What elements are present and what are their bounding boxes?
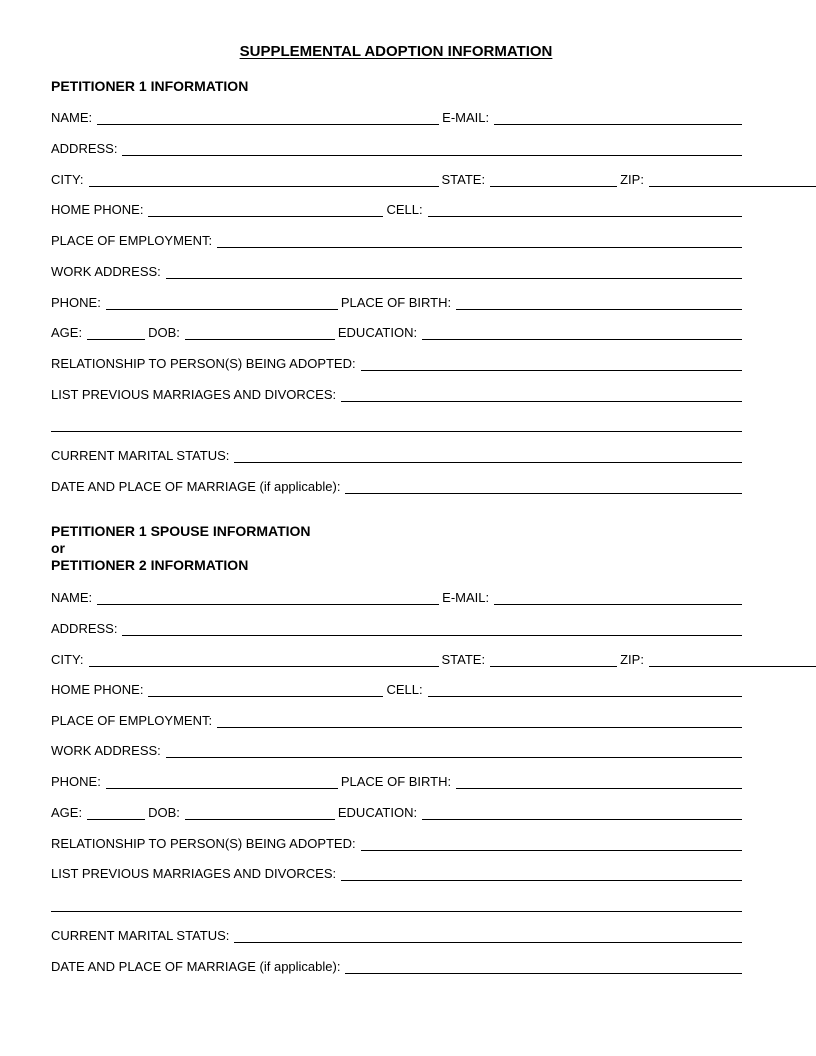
row-name-email bbox=[51, 109, 742, 126]
p2-work-address-field[interactable] bbox=[166, 742, 742, 758]
section-heading-spouse-line-3: PETITIONER 2 INFORMATION bbox=[51, 557, 249, 573]
p2-cell-field[interactable] bbox=[428, 681, 742, 697]
state-label: STATE: bbox=[441, 172, 486, 187]
p2-current-marital-status-field[interactable] bbox=[234, 927, 742, 943]
p2-dob-field[interactable] bbox=[185, 804, 335, 820]
p1-home-phone-field[interactable] bbox=[148, 201, 383, 217]
p1-place-of-birth-field[interactable] bbox=[456, 294, 742, 310]
row-city-state-zip bbox=[51, 651, 742, 668]
date-place-marriage-label: DATE AND PLACE OF MARRIAGE (if applicable): bbox=[51, 959, 341, 974]
p1-state-field[interactable] bbox=[490, 171, 617, 187]
place-of-employment-label: PLACE OF EMPLOYMENT: bbox=[51, 713, 213, 728]
place-of-birth-label: PLACE OF BIRTH: bbox=[340, 295, 452, 310]
p2-name-field[interactable] bbox=[97, 589, 439, 605]
p2-phone-field[interactable] bbox=[106, 773, 338, 789]
place-of-employment-label: PLACE OF EMPLOYMENT: bbox=[51, 233, 213, 248]
p1-phone-field[interactable] bbox=[106, 294, 338, 310]
row-home-phone-cell bbox=[51, 681, 742, 698]
p2-state-field[interactable] bbox=[490, 651, 617, 667]
place-of-birth-label: PLACE OF BIRTH: bbox=[340, 774, 452, 789]
relationship-label: RELATIONSHIP TO PERSON(S) BEING ADOPTED: bbox=[51, 356, 356, 371]
p1-date-place-marriage-field[interactable] bbox=[345, 478, 742, 494]
row-previous-marriages-continued bbox=[51, 416, 742, 433]
row-work-address bbox=[51, 742, 742, 759]
previous-marriages-label: LIST PREVIOUS MARRIAGES AND DIVORCES: bbox=[51, 387, 337, 402]
row-place-of-employment bbox=[51, 232, 742, 249]
row-place-of-employment bbox=[51, 712, 742, 729]
row-current-marital-status bbox=[51, 447, 742, 464]
p2-previous-marriages-field[interactable] bbox=[341, 865, 742, 881]
row-previous-marriages bbox=[51, 386, 742, 403]
cell-label: CELL: bbox=[386, 682, 423, 697]
home-phone-label: HOME PHONE: bbox=[51, 202, 144, 217]
p1-relationship-field[interactable] bbox=[361, 355, 742, 371]
p2-zip-field[interactable] bbox=[649, 651, 816, 667]
row-address bbox=[51, 140, 742, 157]
state-label: STATE: bbox=[441, 652, 486, 667]
p2-address-field[interactable] bbox=[122, 620, 742, 636]
p2-place-of-employment-field[interactable] bbox=[217, 712, 742, 728]
row-relationship bbox=[51, 355, 742, 372]
row-current-marital-status bbox=[51, 927, 742, 944]
row-name-email bbox=[51, 589, 742, 606]
section-heading-spouse-line-2: or bbox=[51, 540, 65, 556]
p1-education-field[interactable] bbox=[422, 324, 742, 340]
p2-date-place-marriage-field[interactable] bbox=[345, 958, 742, 974]
dob-label: DOB: bbox=[148, 805, 180, 820]
email-label: E-MAIL: bbox=[442, 590, 490, 605]
relationship-label: RELATIONSHIP TO PERSON(S) BEING ADOPTED: bbox=[51, 836, 356, 851]
p2-age-field[interactable] bbox=[87, 804, 145, 820]
name-label: NAME: bbox=[51, 110, 93, 125]
p2-home-phone-field[interactable] bbox=[148, 681, 383, 697]
p2-place-of-birth-field[interactable] bbox=[456, 773, 742, 789]
p2-email-field[interactable] bbox=[494, 589, 742, 605]
section-heading-petitioner-1: PETITIONER 1 INFORMATION bbox=[51, 78, 249, 94]
p1-email-field[interactable] bbox=[494, 109, 742, 125]
education-label: EDUCATION: bbox=[337, 325, 418, 340]
p2-previous-marriages-field-line-2[interactable] bbox=[51, 896, 742, 912]
phone-label: PHONE: bbox=[51, 295, 101, 310]
p1-dob-field[interactable] bbox=[185, 324, 335, 340]
p1-current-marital-status-field[interactable] bbox=[234, 447, 742, 463]
cell-label: CELL: bbox=[386, 202, 423, 217]
row-previous-marriages bbox=[51, 865, 742, 882]
row-relationship bbox=[51, 835, 742, 852]
p1-previous-marriages-field[interactable] bbox=[341, 386, 742, 402]
row-city-state-zip bbox=[51, 171, 742, 188]
row-phone-place-of-birth bbox=[51, 773, 742, 790]
email-label: E-MAIL: bbox=[442, 110, 490, 125]
name-label: NAME: bbox=[51, 590, 93, 605]
row-date-place-marriage bbox=[51, 958, 742, 975]
age-label: AGE: bbox=[51, 805, 83, 820]
current-marital-status-label: CURRENT MARITAL STATUS: bbox=[51, 448, 230, 463]
p2-city-field[interactable] bbox=[89, 651, 439, 667]
p1-place-of-employment-field[interactable] bbox=[217, 232, 742, 248]
p1-address-field[interactable] bbox=[122, 140, 742, 156]
p1-zip-field[interactable] bbox=[649, 171, 816, 187]
row-work-address bbox=[51, 263, 742, 280]
dob-label: DOB: bbox=[148, 325, 180, 340]
address-label: ADDRESS: bbox=[51, 621, 118, 636]
work-address-label: WORK ADDRESS: bbox=[51, 743, 161, 758]
p1-cell-field[interactable] bbox=[428, 201, 742, 217]
row-home-phone-cell bbox=[51, 201, 742, 218]
row-date-place-marriage bbox=[51, 478, 742, 495]
row-phone-place-of-birth bbox=[51, 294, 742, 311]
zip-label: ZIP: bbox=[620, 652, 644, 667]
p1-work-address-field[interactable] bbox=[166, 263, 742, 279]
age-label: AGE: bbox=[51, 325, 83, 340]
current-marital-status-label: CURRENT MARITAL STATUS: bbox=[51, 928, 230, 943]
p1-age-field[interactable] bbox=[87, 324, 145, 340]
row-age-dob-education bbox=[51, 804, 742, 821]
home-phone-label: HOME PHONE: bbox=[51, 682, 144, 697]
phone-label: PHONE: bbox=[51, 774, 101, 789]
p1-city-field[interactable] bbox=[89, 171, 439, 187]
p2-education-field[interactable] bbox=[422, 804, 742, 820]
city-label: CITY: bbox=[51, 172, 84, 187]
row-address bbox=[51, 620, 742, 637]
document-title: SUPPLEMENTAL ADOPTION INFORMATION bbox=[239, 43, 553, 60]
p1-previous-marriages-field-line-2[interactable] bbox=[51, 416, 742, 432]
previous-marriages-label: LIST PREVIOUS MARRIAGES AND DIVORCES: bbox=[51, 866, 337, 881]
p1-name-field[interactable] bbox=[97, 109, 439, 125]
row-previous-marriages-continued bbox=[51, 896, 742, 913]
address-label: ADDRESS: bbox=[51, 141, 118, 156]
zip-label: ZIP: bbox=[620, 172, 644, 187]
p2-relationship-field[interactable] bbox=[361, 835, 742, 851]
work-address-label: WORK ADDRESS: bbox=[51, 264, 161, 279]
education-label: EDUCATION: bbox=[337, 805, 418, 820]
row-age-dob-education bbox=[51, 324, 742, 341]
date-place-marriage-label: DATE AND PLACE OF MARRIAGE (if applicable): bbox=[51, 479, 341, 494]
city-label: CITY: bbox=[51, 652, 84, 667]
section-heading-spouse-line-1: PETITIONER 1 SPOUSE INFORMATION bbox=[51, 523, 311, 539]
